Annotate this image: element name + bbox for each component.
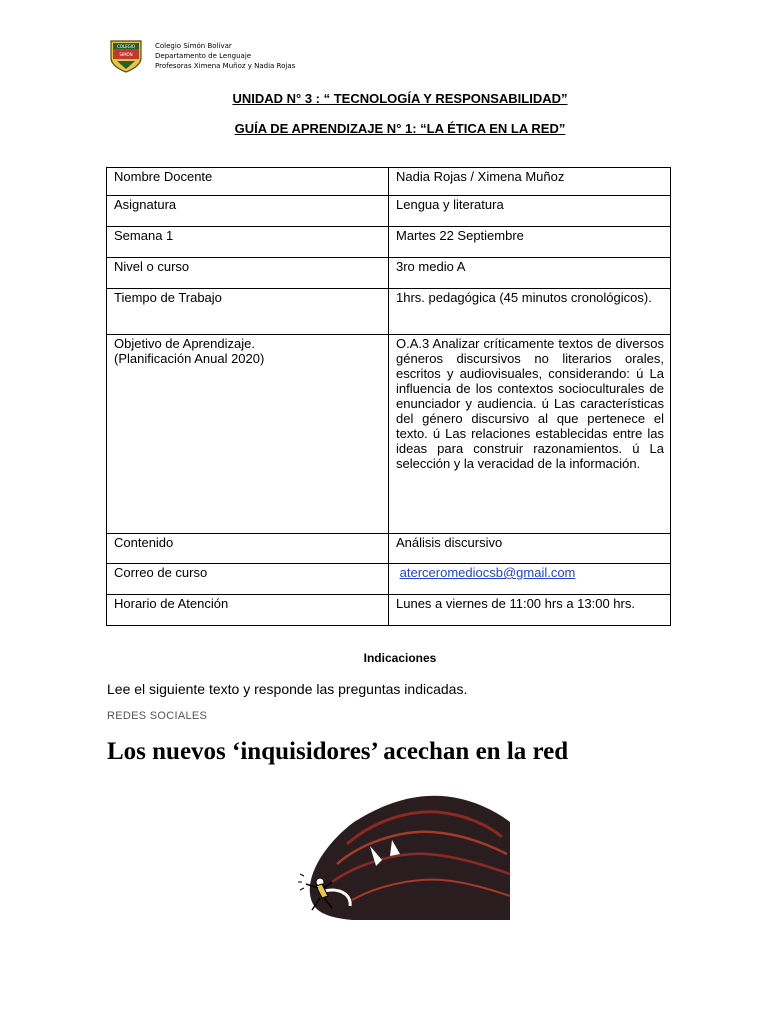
row-label: Contenido [107,534,389,564]
row-label-objective [107,335,389,534]
teachers-name: Profesoras Ximena Muñoz y Nadia Rojas [155,62,296,70]
table-row [107,196,671,227]
logo-text-top: COLEGIO [116,43,136,49]
table-row [107,289,671,335]
row-label: Nombre Docente [107,168,389,196]
row-label: Semana 1 [107,227,389,258]
logo-text-bottom: SIMÓN [119,52,133,57]
row-label: Asignatura [107,196,389,227]
row-label: Correo de curso [107,564,389,595]
row-label-sub: (Planificación Anual 2020) [114,351,265,366]
row-value: 3ro medio A [389,258,671,289]
row-value: Lengua y literatura [389,196,671,227]
article-headline: Los nuevos ‘inquisidores’ acechan en la red [107,738,569,765]
table-row [107,168,671,196]
row-value: Lunes a viernes de 11:00 hrs a 13:00 hrs. [389,595,671,626]
table-row [107,258,671,289]
row-value: O.A.3 Analizar críticamente textos de diversos géneros discursivos no literarios orales, escritos y audiovisuales, considerando: ú La influencia de los contextos socioculturales de enunciador y audiencia. ú Las características del género discursivo al que pertenece el texto. ú Las relaciones establecidas entre las ideas para construir razonamientos. ú La selección y la veracidad de la información. [389,335,671,534]
school-header [155,41,295,71]
instructions-text: Lee el siguiente texto y responde las preguntas indicadas. [107,681,468,697]
row-value: Martes 22 Septiembre [389,227,671,258]
unit-title: UNIDAD N° 3 : “ TECNOLOGÍA Y RESPONSABILIDAD” [232,91,568,106]
row-label: Horario de Atención [107,595,389,626]
table-row [107,564,671,595]
table-row [107,227,671,258]
row-label: Nivel o curso [107,258,389,289]
guide-title: GUÍA DE APRENDIZAJE N° 1: “LA ÉTICA EN LA RED” [234,121,566,136]
article-illustration [292,782,512,922]
school-name: Colegio Simón Bolívar [155,42,232,50]
table-row [107,534,671,564]
row-value: 1hrs. pedagógica (45 minutos cronológicos). [389,289,671,335]
instructions-heading: Indicaciones [363,651,437,665]
info-table [106,167,671,626]
row-value: Análisis discursivo [389,534,671,564]
course-email-link[interactable]: aterceromediocsb@gmail.com [399,565,576,580]
table-row [107,595,671,626]
row-value-email [389,564,671,595]
article-section-label: REDES SOCIALES [107,710,208,722]
department-name: Departamento de Lenguaje [155,52,252,60]
school-crest-logo [108,38,144,74]
row-label: Tiempo de Trabajo [107,289,389,335]
table-row [107,335,671,534]
row-label: Objetivo de Aprendizaje. [114,336,255,351]
row-value: Nadia Rojas / Ximena Muñoz [389,168,671,196]
